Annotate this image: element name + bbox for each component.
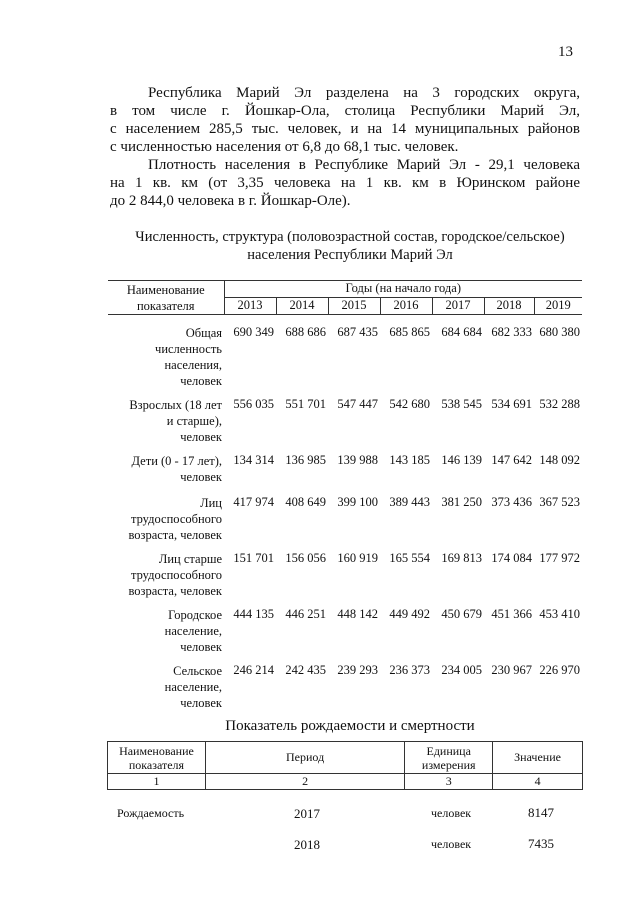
value-cell: 684 684: [441, 325, 482, 339]
row-label: Общая численность населения, человек: [155, 326, 222, 388]
column-numbers-row: [108, 774, 583, 790]
column-number: 4: [493, 774, 583, 790]
value-cell: 226 970: [539, 663, 580, 677]
value-cell: 381 250: [441, 495, 482, 509]
paragraph-line: Республика Марий Эл разделена на 3 городских округа,: [148, 85, 580, 101]
value-cell: 230 967: [491, 663, 532, 677]
value-cell: 450 679: [441, 607, 482, 621]
row-label: Лиц трудоспособного возраста, человек: [128, 496, 222, 542]
column-number: 1: [108, 774, 206, 790]
page-number: 13: [558, 44, 573, 60]
row-label: Взрослых (18 лет и старше), человек: [129, 398, 222, 444]
row-label: Лиц старше трудоспособного возраста, человек: [128, 552, 222, 598]
value-cell: 169 813: [441, 551, 482, 565]
value-cell: 408 649: [285, 495, 326, 509]
value-cell: 239 293: [337, 663, 378, 677]
year-cell: 2013: [224, 298, 276, 315]
table-row: [108, 663, 582, 713]
header-unit-cell: Единица измерения: [405, 742, 493, 774]
table-row: [108, 551, 582, 607]
value-cell: 538 545: [441, 397, 482, 411]
value-cell: 417 974: [233, 495, 274, 509]
value-cell: 687 435: [337, 325, 378, 339]
row-unit: человек: [431, 806, 472, 820]
value-cell: 236 373: [389, 663, 430, 677]
header-name-cell: Наименование показателя: [108, 742, 206, 774]
value-cell: 234 005: [441, 663, 482, 677]
value-cell: 542 680: [389, 397, 430, 411]
value-cell: 134 314: [233, 453, 274, 467]
row-value: 8147: [528, 805, 554, 820]
value-cell: 532 288: [539, 397, 580, 411]
column-number: 3: [405, 774, 493, 790]
paragraph-line: на 1 кв. км (от 3,35 человека на 1 кв. км в Юринском районе: [110, 175, 580, 191]
value-cell: 448 142: [337, 607, 378, 621]
value-cell: 399 100: [337, 495, 378, 509]
value-cell: 373 436: [491, 495, 532, 509]
table1-title: [90, 228, 610, 264]
table-row: [108, 315, 582, 398]
value-cell: 453 410: [539, 607, 580, 621]
table-row: [108, 607, 582, 663]
value-cell: 547 447: [337, 397, 378, 411]
row-name: Рождаемость: [117, 806, 185, 820]
row-value: 7435: [528, 836, 554, 851]
value-cell: 389 443: [389, 495, 430, 509]
header-period-cell: Период: [205, 742, 404, 774]
value-cell: 151 701: [233, 551, 274, 565]
row-unit: человек: [431, 837, 472, 851]
column-number: 2: [205, 774, 404, 790]
table1-title-line2: населения Республики Марий Эл: [247, 247, 453, 263]
row-period: 2018: [294, 837, 320, 852]
row-label: Дети (0 - 17 лет), человек: [131, 454, 222, 484]
header-name-cell: [108, 281, 224, 315]
value-cell: 246 214: [233, 663, 274, 677]
value-cell: 551 701: [285, 397, 326, 411]
paragraph-line: до 2 844,0 человека в г. Йошкар-Оле).: [110, 193, 351, 209]
value-cell: 242 435: [285, 663, 326, 677]
header-years: Годы (на начало года): [224, 281, 582, 298]
year-cell: 2019: [534, 298, 582, 315]
value-cell: 177 972: [539, 551, 580, 565]
value-cell: 444 135: [233, 607, 274, 621]
value-cell: 367 523: [539, 495, 580, 509]
paragraph-line: с численностью населения от 6,8 до 68,1 тыс. человек.: [110, 139, 459, 155]
value-cell: 143 185: [389, 453, 430, 467]
value-cell: 680 380: [539, 325, 580, 339]
year-cell: 2015: [328, 298, 380, 315]
table-row: [108, 495, 582, 551]
population-table: [108, 280, 582, 713]
intro-paragraph-2: [110, 156, 580, 210]
paragraph-line: с населением 285,5 тыс. человек, и на 14 муниципальных районов: [110, 121, 580, 137]
paragraph-line: Плотность населения в Республике Марий Эл - 29,1 человека: [148, 157, 580, 173]
value-cell: 160 919: [337, 551, 378, 565]
value-cell: 156 056: [285, 551, 326, 565]
value-cell: 685 865: [389, 325, 430, 339]
table-row: [108, 397, 582, 453]
value-cell: 690 349: [233, 325, 274, 339]
paragraph-line: в том числе г. Йошкар-Ола, столица Республики Марий Эл,: [110, 103, 580, 119]
value-cell: 147 642: [491, 453, 532, 467]
table1-title-line1: Численность, структура (половозрастной состав, городское/сельское): [135, 229, 565, 245]
value-cell: 148 092: [539, 453, 580, 467]
header-row: [108, 281, 582, 298]
value-cell: 451 366: [491, 607, 532, 621]
header-name-line: Наименование: [126, 283, 205, 297]
header-name-line: показателя: [136, 299, 195, 313]
row-label: Городское население, человек: [164, 608, 222, 654]
intro-paragraph-1: [110, 84, 580, 156]
table2-title: Показатель рождаемости и смертности: [225, 718, 475, 734]
value-cell: 446 251: [285, 607, 326, 621]
value-cell: 556 035: [233, 397, 274, 411]
year-cell: 2014: [276, 298, 328, 315]
birth-death-table: [107, 741, 583, 790]
value-cell: 139 988: [337, 453, 378, 467]
value-cell: 146 139: [441, 453, 482, 467]
value-cell: 174 084: [491, 551, 532, 565]
header-row: [108, 742, 583, 774]
header-value-cell: Значение: [493, 742, 583, 774]
row-period: 2017: [294, 806, 320, 821]
year-cell: 2018: [484, 298, 534, 315]
row-label: Сельское население, человек: [164, 664, 222, 710]
value-cell: 449 492: [389, 607, 430, 621]
table-row: [108, 453, 582, 495]
value-cell: 688 686: [285, 325, 326, 339]
value-cell: 682 333: [491, 325, 532, 339]
year-cell: 2017: [432, 298, 484, 315]
value-cell: 534 691: [491, 397, 532, 411]
value-cell: 165 554: [389, 551, 430, 565]
value-cell: 136 985: [285, 453, 326, 467]
year-cell: 2016: [380, 298, 432, 315]
